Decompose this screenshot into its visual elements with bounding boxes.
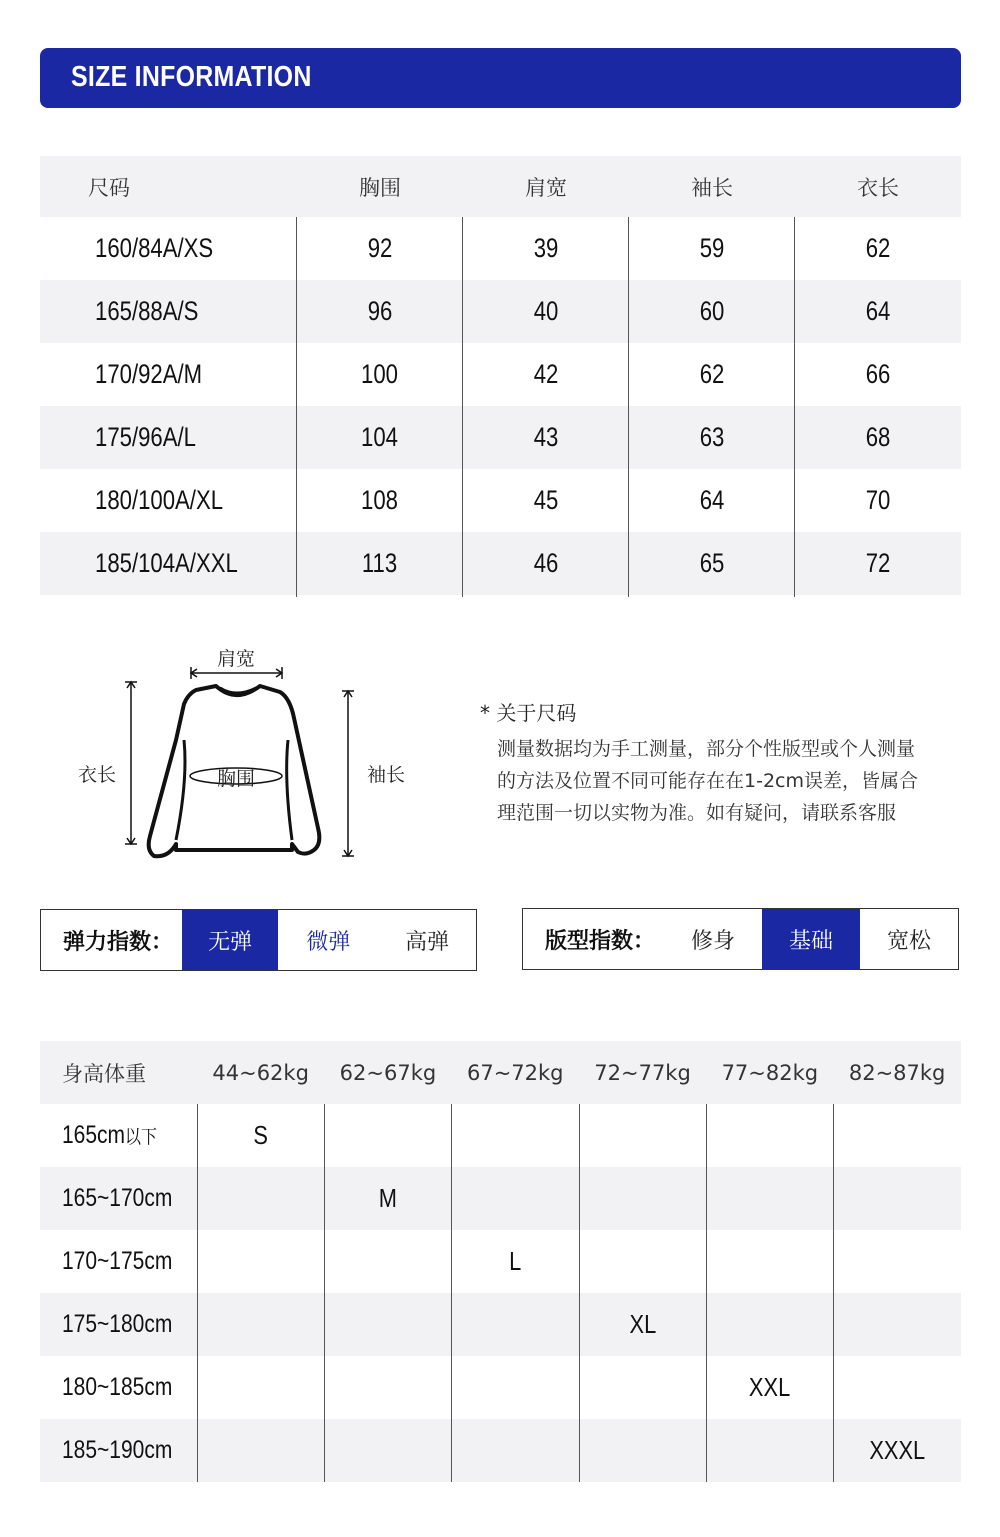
size-cell: 175/96A/L: [95, 422, 196, 452]
size-table: [40, 156, 961, 595]
shoulder-label: 肩宽: [217, 648, 256, 670]
column-divider: [296, 217, 297, 597]
chest-cell: 108: [361, 485, 399, 515]
table-row: [40, 280, 961, 343]
sleeve-cell: 59: [699, 233, 725, 263]
height-weight-table: [40, 1041, 961, 1482]
column-divider: [451, 1104, 452, 1482]
length-cell: 66: [865, 359, 891, 389]
elasticity-option-slight: 微弹: [306, 929, 351, 955]
height-suffix: 以下: [125, 1127, 157, 1148]
column-divider: [197, 1104, 198, 1482]
weight-header: 82~87kg: [848, 1060, 946, 1085]
height-label: 180~185cm: [62, 1373, 173, 1401]
header-length: 衣长: [857, 175, 899, 200]
recommended-size: XXL: [749, 1372, 791, 1402]
note-line: 理范围一切以实物为准。如有疑问，请联系客服: [497, 802, 897, 824]
size-cell: 170/92A/M: [95, 359, 203, 389]
fit-label: 版型指数：: [545, 928, 656, 954]
note-line: 的方法及位置不同可能存在在1-2cm误差，皆属合: [497, 770, 918, 792]
size-note-title: * 关于尺码: [480, 701, 577, 725]
length-cell: 62: [865, 233, 891, 263]
header-size: 尺码: [88, 175, 130, 200]
elasticity-option-none: 无弹: [182, 910, 279, 970]
fit-option-slim: 修身: [690, 928, 735, 954]
shoulder-cell: 46: [533, 548, 559, 578]
table-row: [40, 1293, 961, 1356]
height-label: 185~190cm: [62, 1436, 173, 1464]
size-cell: 185/104A/XXL: [95, 548, 238, 578]
weight-header: 72~77kg: [594, 1060, 691, 1085]
table-row: [40, 1104, 961, 1167]
recommended-size: XL: [629, 1309, 656, 1339]
column-divider: [794, 217, 795, 597]
table-row: [40, 343, 961, 406]
length-cell: 72: [865, 548, 891, 578]
chest-cell: 113: [362, 548, 398, 578]
length-cell: 68: [865, 422, 891, 452]
sleeve-cell: 60: [699, 296, 725, 326]
chest-cell: 100: [361, 359, 399, 389]
sleeve-cell: 62: [699, 359, 725, 389]
column-divider: [628, 217, 629, 597]
height-label: 170~175cm: [62, 1247, 173, 1275]
table-row: [40, 1356, 961, 1419]
table-row: [40, 469, 961, 532]
table-header: [40, 156, 961, 217]
length-cell: 70: [865, 485, 891, 515]
chest-cell: 104: [361, 422, 399, 452]
shoulder-cell: 42: [533, 359, 559, 389]
sleeve-cell: 63: [699, 422, 725, 452]
table-row: [40, 1167, 961, 1230]
chest-cell: 92: [367, 233, 393, 263]
header-chest: 胸围: [359, 175, 401, 200]
shoulder-cell: 43: [533, 422, 559, 452]
size-cell: 180/100A/XL: [95, 485, 224, 515]
weight-header: 77~82kg: [721, 1060, 819, 1085]
header-shoulder: 肩宽: [525, 175, 567, 200]
column-divider: [706, 1104, 707, 1482]
recommended-size: XXXL: [869, 1435, 926, 1465]
elasticity-index: [40, 909, 477, 971]
length-cell: 64: [865, 296, 891, 326]
recommended-size: L: [509, 1246, 522, 1276]
shoulder-cell: 40: [533, 296, 559, 326]
elasticity-option-high: 高弹: [405, 929, 450, 955]
table-row: [40, 1230, 961, 1293]
header-sleeve: 袖长: [691, 175, 733, 200]
recommended-size: S: [253, 1120, 268, 1150]
column-divider: [462, 217, 463, 597]
weight-header: 67~72kg: [466, 1060, 564, 1085]
column-divider: [833, 1104, 834, 1482]
recommended-size: M: [378, 1183, 398, 1213]
section-banner: [40, 48, 961, 108]
chest-cell: 96: [367, 296, 393, 326]
note-line: 测量数据均为手工测量，部分个性版型或个人测量: [497, 738, 916, 760]
height-label: 175~180cm: [62, 1310, 173, 1338]
fit-option-loose: 宽松: [886, 928, 931, 954]
elasticity-label: 弹力指数：: [63, 929, 174, 955]
table-row: [40, 217, 961, 280]
sleeve-cell: 64: [699, 485, 725, 515]
header-height-weight: 身高体重: [62, 1061, 146, 1086]
column-divider: [324, 1104, 325, 1482]
height-label: 165~170cm: [62, 1184, 173, 1212]
sleeve-cell: 65: [699, 548, 725, 578]
shoulder-cell: 45: [533, 485, 559, 515]
height-label: 165cm以下: [62, 1121, 157, 1149]
fit-index: [522, 908, 959, 970]
column-divider: [579, 1104, 580, 1482]
measurement-diagram: [70, 640, 450, 870]
size-cell: 165/88A/S: [95, 296, 199, 326]
size-note-body: [497, 733, 957, 829]
table-row: [40, 406, 961, 469]
table-header: [40, 1041, 961, 1104]
fit-option-regular: 基础: [762, 909, 860, 969]
weight-header: 44~62kg: [212, 1060, 309, 1085]
chest-label: 胸围: [217, 768, 256, 790]
shoulder-cell: 39: [533, 233, 559, 263]
length-label: 衣长: [78, 764, 117, 786]
sweater-illustration: [70, 640, 450, 870]
table-row: [40, 1419, 961, 1482]
size-cell: 160/84A/XS: [95, 233, 214, 263]
sleeve-label: 袖长: [367, 764, 406, 786]
table-row: [40, 532, 961, 595]
section-title: SIZE INFORMATION: [71, 61, 312, 93]
weight-header: 62~67kg: [339, 1060, 437, 1085]
